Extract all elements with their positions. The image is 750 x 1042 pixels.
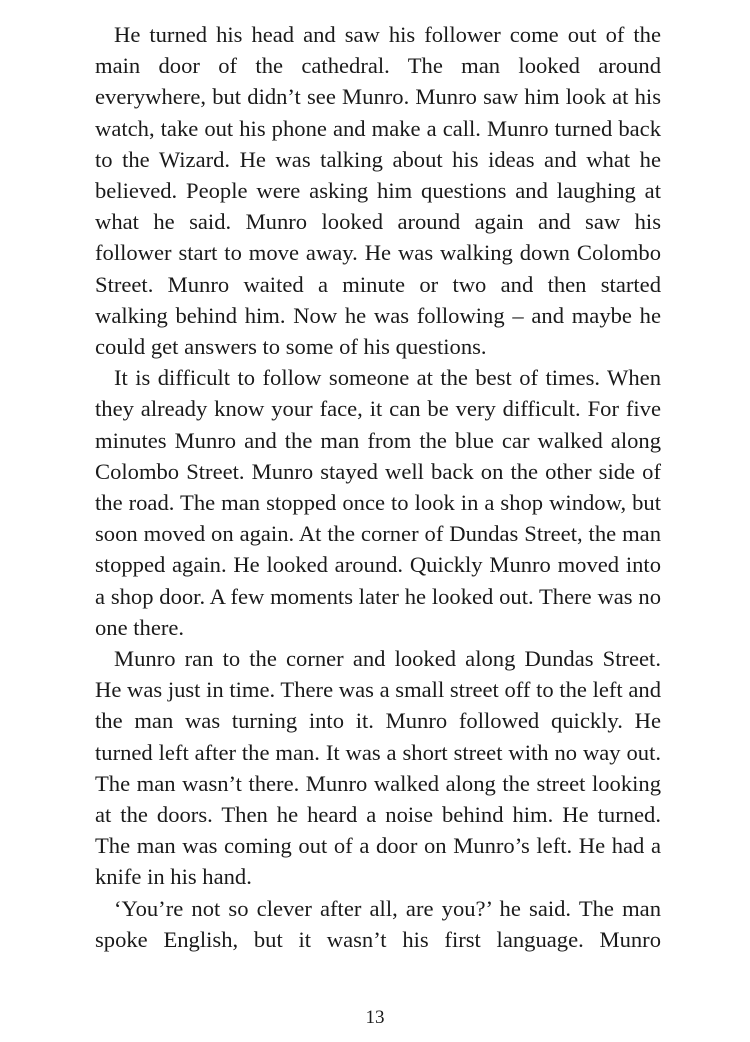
paragraph-3: Munro ran to the corner and looked along Dundas Street. He was just in time. There was a small street off to the left and the man was turning into it. Munro followed quickly. He turned left after the man. It was a short street with no way out. The man wasn’t there. Munro walked along the street looking at the doors. Then he heard a noise behind him. He turned. The man was coming out of a door on Munro’s left. He had a knife in his hand. (95, 646, 661, 890)
page-number: 13 (365, 1007, 385, 1028)
paragraph-1: He turned his head and saw his follower come out of the main door of the cathedral. The man looked around everywhere, but didn’t see Munro. Munro saw him look at his watch, take out his phone and make a call. Munro turned back to the Wizard. He was talking about his ideas and what he believed. People were asking him questions and laughing at what he said. Munro looked around again and saw his follower start to move away. He was walking down Colombo Street. Munro waited a minute or two and then started walking behind him. Now he was following – and maybe he could get answers to some of his questions. (95, 22, 661, 360)
paragraph-4: ‘You’re not so clever after all, are you?’ he said. The man spoke English, but it wasn’t his first language. Munro (95, 895, 661, 952)
body-text (95, 19, 661, 955)
paragraph-2: It is difficult to follow someone at the best of times. When they already know your face, it can be very difficult. For five minutes Munro and the man from the blue car walked along Colombo Street. Munro stayed well back on the other side of the road. The man stopped once to look in a shop window, but soon moved on again. At the corner of Dundas Street, the man stopped again. He looked around. Quickly Munro moved into a shop door. A few moments later he looked out. There was no one there. (95, 365, 661, 640)
